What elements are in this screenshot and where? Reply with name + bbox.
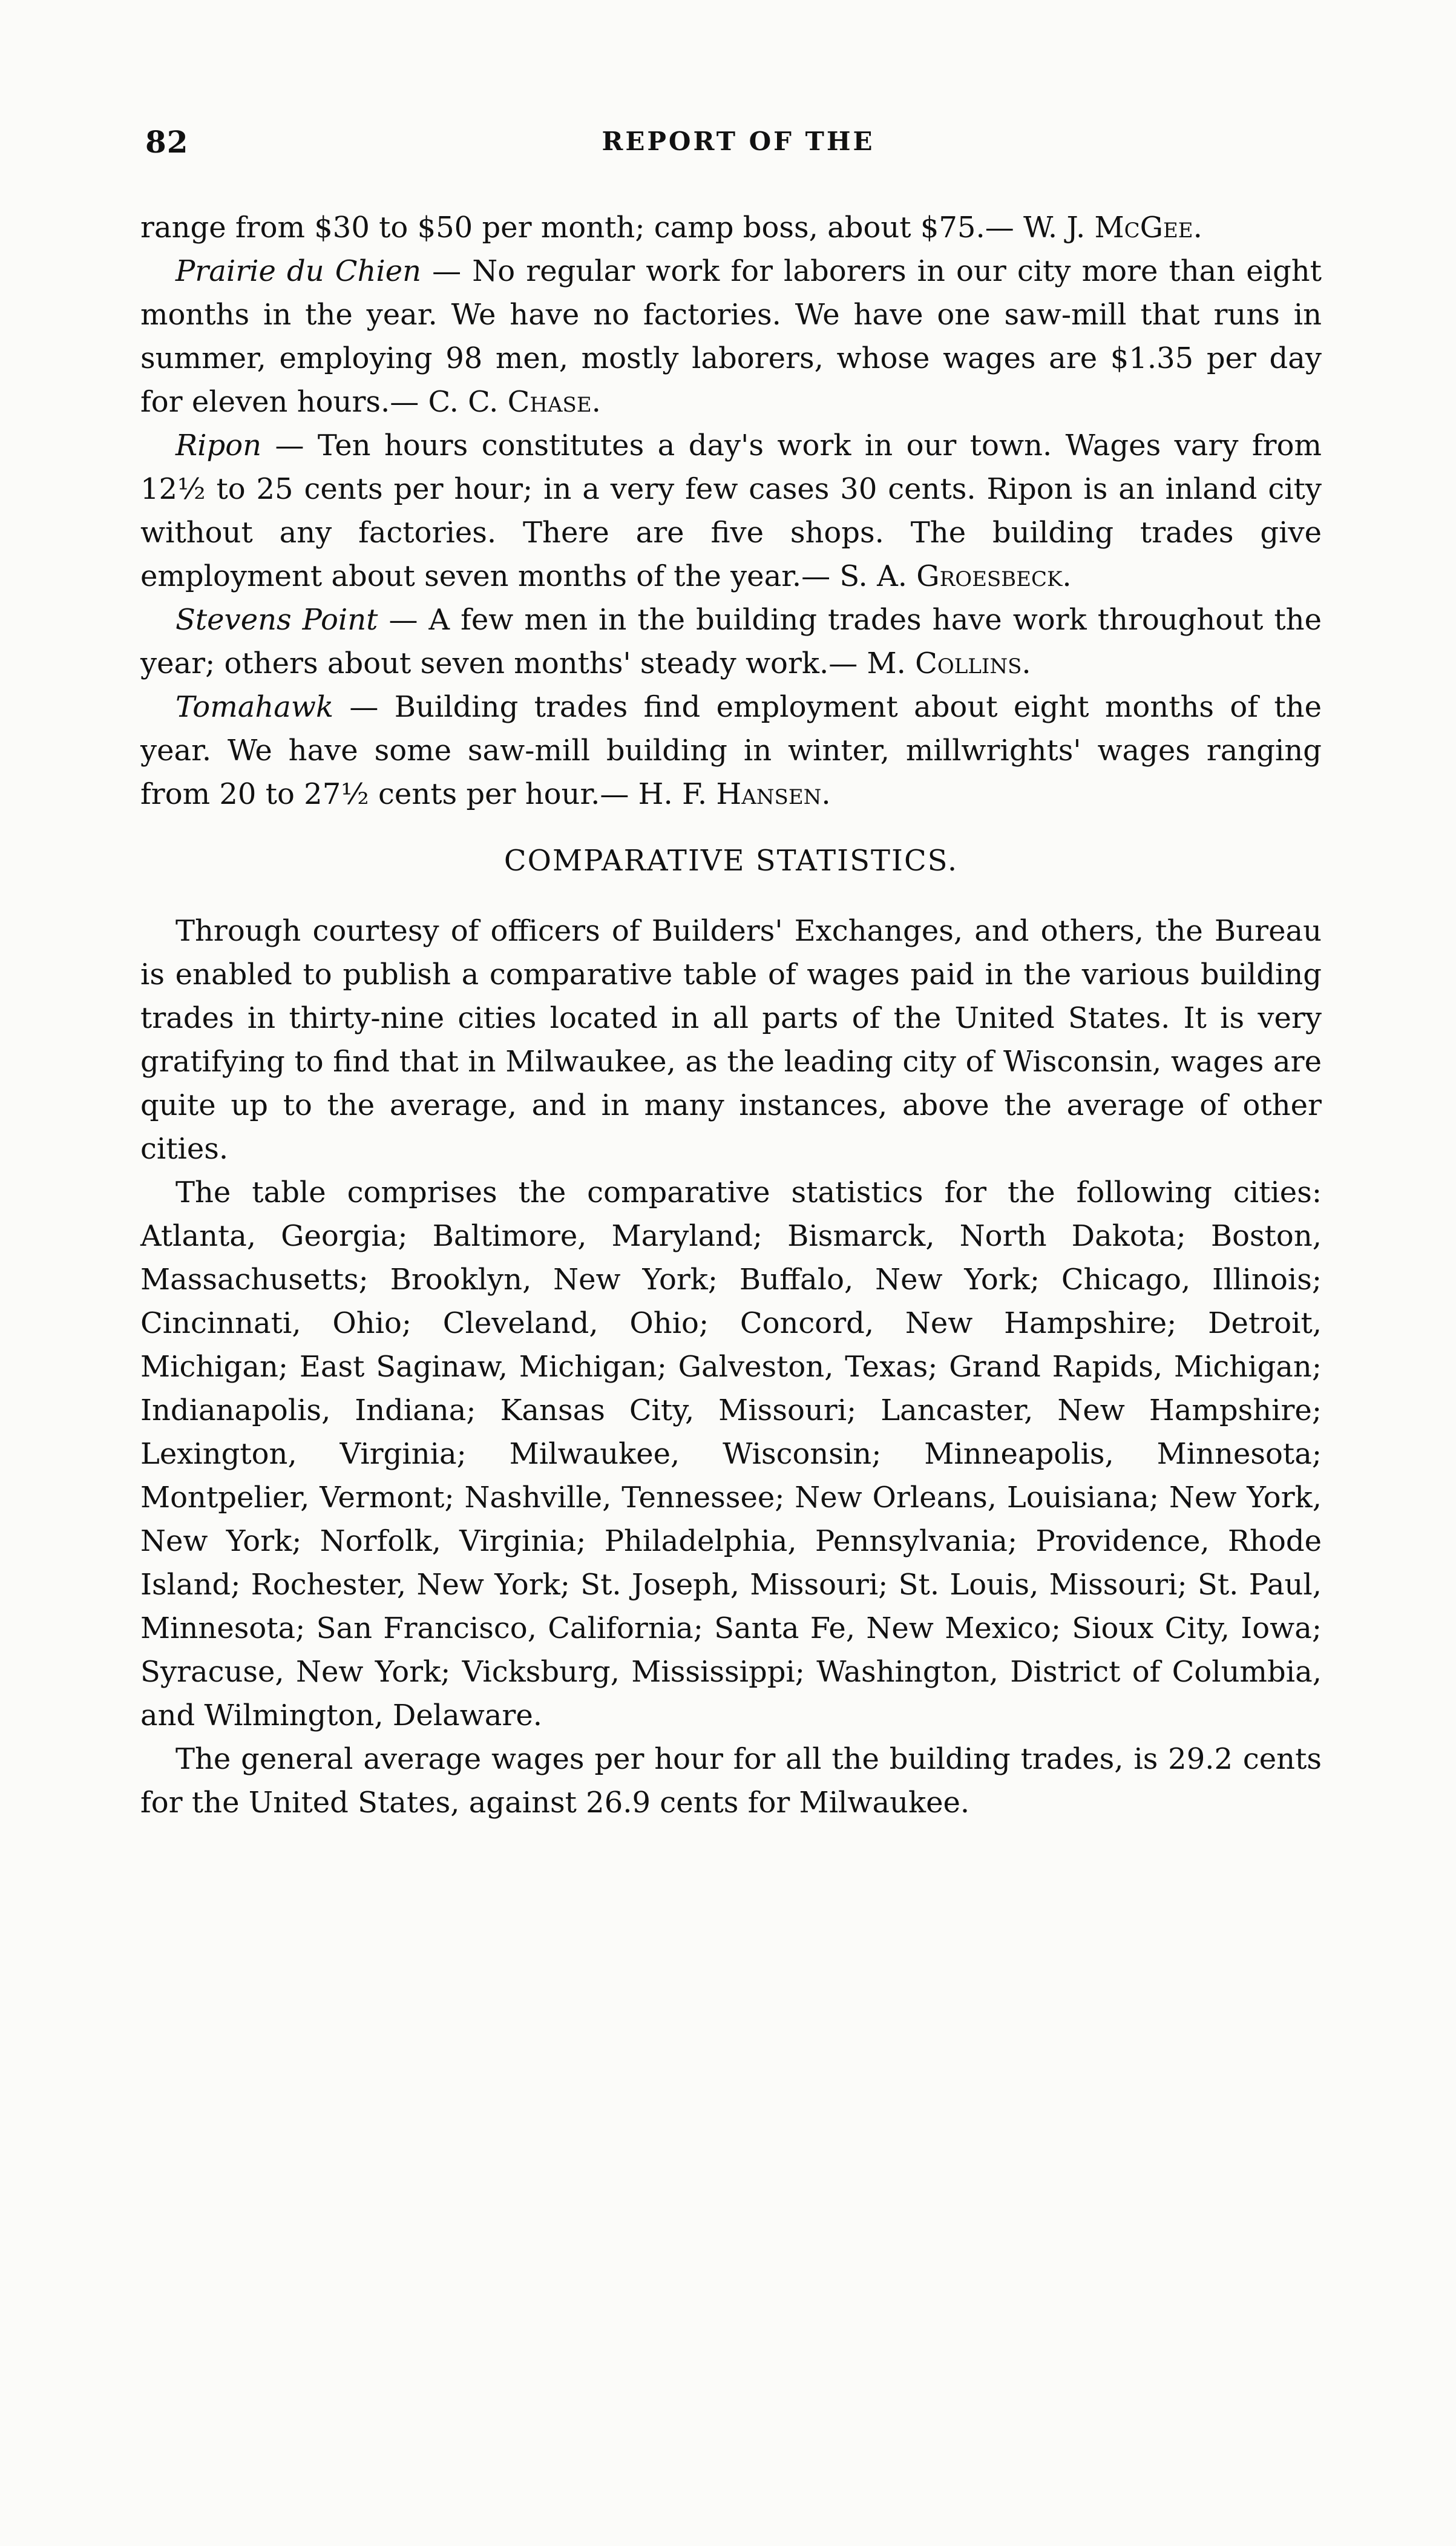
- signature: Collins.: [915, 646, 1031, 680]
- page-header: [145, 124, 1331, 173]
- paragraph-stevens-point: [140, 598, 1322, 685]
- page-number: 82: [145, 124, 189, 160]
- paragraph-courtesy: Through courtesy of officers of Builders' Exchanges, and others, the Bureau is enabled to publish a comparative table of wages paid in the various building trades in thirty-nine cities located in all parts of the United States. It is very gratifying to find that in Milwaukee, as the leading city of Wisconsin, wages are quite up to the average, and in many instances, above the average of other cities.: [140, 914, 1322, 1166]
- running-head: REPORT OF THE: [602, 127, 875, 156]
- paragraph-ripon: [140, 424, 1322, 598]
- paragraph-text: — No regular work for laborers in our city more than eight months in the year. We have no factories. We have one saw-mill that runs in summer, employing 98 men, mostly laborers, whose wages are $1.35 per day for eleven hours.— C. C.: [140, 254, 1322, 419]
- paragraph-average-wages: The general average wages per hour for all the building trades, is 29.2 cents for the United States, against 26.9 cents for Milwaukee.: [140, 1742, 1322, 1820]
- signature: McGee.: [1094, 211, 1202, 245]
- paragraph-text: — Building trades find employment about eight months of the year. We have some saw-mill building in winter, millwrights' wages ranging from 20 to 27½ cents per hour.— H. F.: [140, 690, 1322, 811]
- place-name: Tomahawk: [175, 690, 334, 724]
- signature: Hansen.: [716, 777, 831, 811]
- paragraph-continued: [140, 206, 1322, 249]
- section-heading: COMPARATIVE STATISTICS.: [503, 844, 959, 878]
- place-name: Ripon: [175, 429, 262, 462]
- paragraph-tomahawk: [140, 685, 1322, 816]
- signature: Chase.: [507, 385, 601, 419]
- signature: Groesbeck.: [916, 559, 1072, 593]
- place-name: Prairie du Chien: [175, 254, 422, 288]
- paragraph-text: range from $30 to $50 per month; camp boss, about $75.— W. J.: [140, 211, 1095, 245]
- place-name: Stevens Point: [175, 603, 378, 637]
- paragraph-text: — A few men in the building trades have work throughout the year; others about seven months' steady work.— M.: [140, 603, 1322, 680]
- paragraph-text: — Ten hours constitutes a day's work in our town. Wages vary from 12½ to 25 cents per hour; in a very few cases 30 cents. Ripon is an inland city without any factories. There are five shops. The building trades give employment about seven months of the year.— S. A.: [140, 429, 1322, 593]
- body-text: [140, 206, 1322, 1824]
- paragraph-city-list: The table comprises the comparative statistics for the following cities: Atlanta, Georgia; Baltimore, Maryland; Bismarck, North Dakota; Boston, Massachusetts; Brooklyn, New York; Buffalo, New York; Chicago, Illinois; Cincinnati, Ohio; Cleveland, Ohio; Concord, New Hampshire; Detroit, Michigan; East Saginaw, Michigan; Galveston, Texas; Grand Rapids, Michigan; Indianapolis, Indiana; Kansas City, Missouri; Lancaster, New Hampshire; Lexington, Virginia; Milwaukee, Wisconsin; Minneapolis, Minnesota; Montpelier, Vermont; Nashville, Tennessee; New Orleans, Louisiana; New York, New York; Norfolk, Virginia; Philadelphia, Pennsylvania; Providence, Rhode Island; Rochester, New York; St. Joseph, Missouri; St. Louis, Missouri; St. Paul, Minnesota; San Francisco, California; Santa Fe, New Mexico; Sioux City, Iowa; Syracuse, New York; Vicksburg, Mississippi; Washington, District of Columbia, and Wilmington, Delaware.: [140, 1176, 1322, 1732]
- paragraph-prairie-du-chien: [140, 249, 1322, 424]
